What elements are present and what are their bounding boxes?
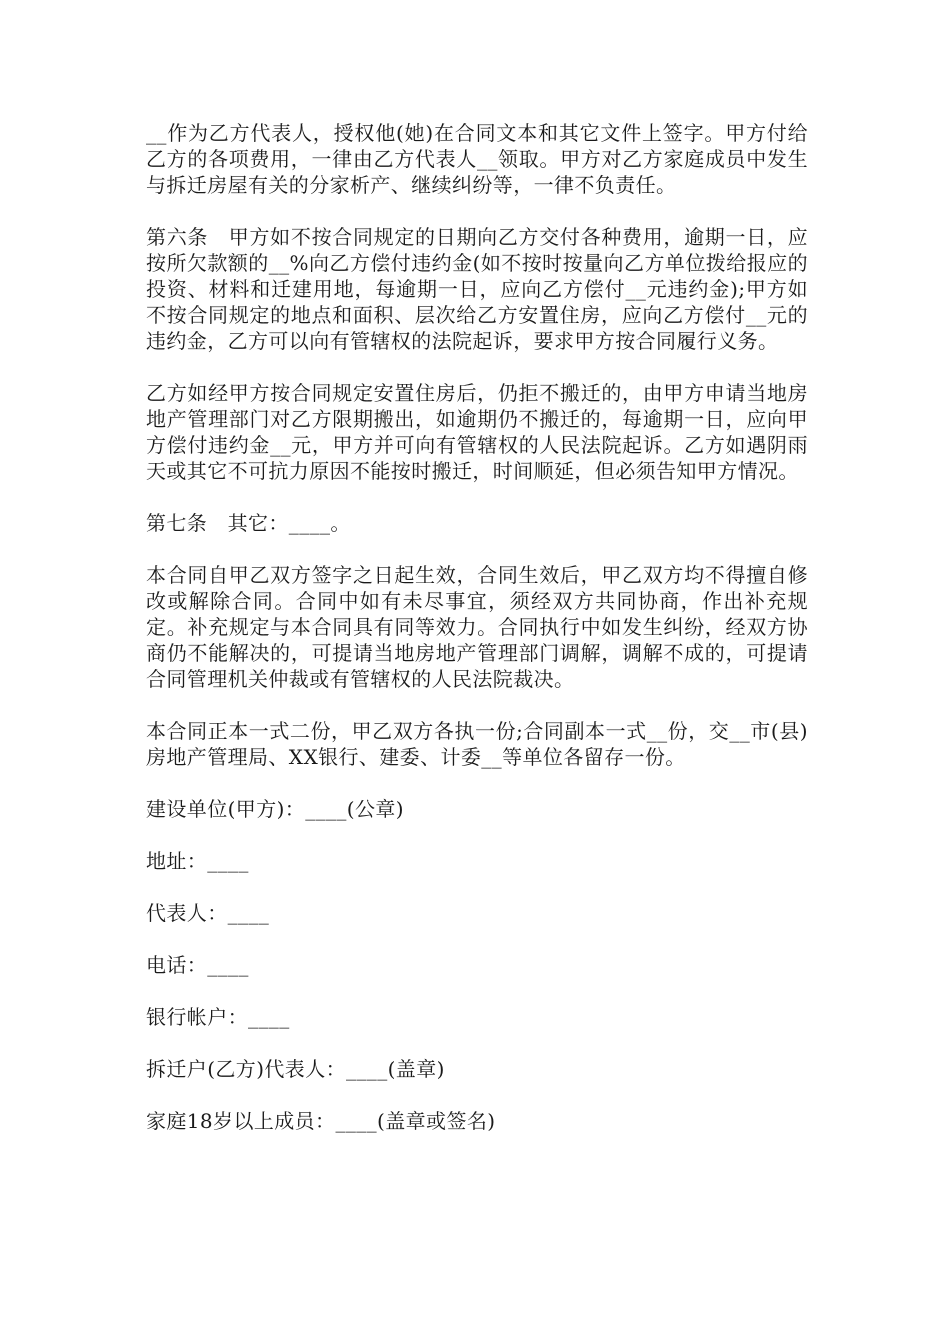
clause-effectiveness: 本合同自甲乙双方签字之日起生效，合同生效后，甲乙双方均不得擅自修改或解除合同。合同中如有未尽事宜，须经双方共同协商，作出补充规定。补充规定与本合同具有同等效力。合同执行中如发生纠纷，经双方协商仍不能解决的，可提请当地房地产管理部门调解，调解不成的，可提请合同管理机关仲裁或有管辖权的人民法院裁决。	[146, 563, 808, 691]
clause-article-6: 第六条 甲方如不按合同规定的日期向乙方交付各种费用，逾期一日，应按所欠款额的__%向乙方偿付违约金(如不按时按量向乙方单位拨给报应的投资、材料和迁建用地，每逾期一日，应向乙方偿付__元违约金);甲方如不按合同规定的地点和面积、层次给乙方安置住房，应向乙方偿付__元的违约金，乙方可以向有管辖权的法院起诉，要求甲方按合同履行义务。	[146, 225, 808, 353]
clause-relocation-refusal: 乙方如经甲方按合同规定安置住房后，仍拒不搬迁的，由甲方申请当地房地产管理部门对乙方限期搬出，如逾期仍不搬迁的，每逾期一日，应向甲方偿付违约金__元，甲方并可向有管辖权的人民法院起诉。乙方如遇阴雨天或其它不可抗力原因不能按时搬迁，时间顺延，但必须告知甲方情况。	[146, 381, 808, 483]
signature-bank-account: 银行帐户：____	[146, 1005, 290, 1029]
clause-article-7: 第七条 其它：____。	[146, 511, 351, 535]
clause-representative-authorization: __作为乙方代表人，授权他(她)在合同文本和其它文件上签字。甲方付给乙方的各项费用，一律由乙方代表人__领取。甲方对乙方家庭成员中发生与拆迁房屋有关的分家析产、继续纠纷等，一律不负责任。	[146, 121, 808, 197]
signature-address: 地址：____	[146, 849, 249, 873]
clause-copies: 本合同正本一式二份，甲乙双方各执一份;合同副本一式__份，交__市(县)房地产管理局、XX银行、建委、计委__等单位各留存一份。	[146, 719, 808, 769]
signature-representative: 代表人：____	[146, 901, 270, 925]
signature-party-a-unit: 建设单位(甲方)：____(公章)	[146, 797, 405, 821]
signature-family-members: 家庭18岁以上成员：____(盖章或签名)	[146, 1109, 496, 1133]
contract-body	[146, 120, 808, 1160]
signature-party-b-representative: 拆迁户(乙方)代表人：____(盖章)	[146, 1057, 445, 1081]
signature-phone: 电话：____	[146, 953, 249, 977]
